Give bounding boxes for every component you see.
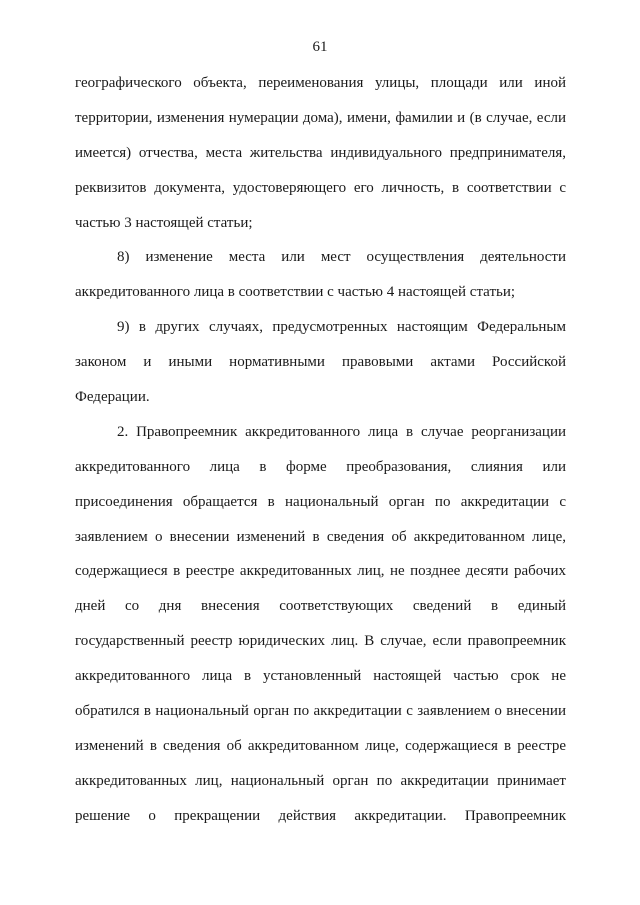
body-text — [75, 74, 566, 842]
text-line: аккредитованного лица в форме преобразования, слияния или — [75, 458, 566, 475]
page-number: 61 — [312, 39, 328, 55]
text-line: 8) изменение места или мест осуществления деятельности — [117, 249, 566, 266]
text-line: реквизитов документа, удостоверяющего его личность, в соответствии с — [75, 179, 566, 196]
text-line: географического объекта, переименования улицы, площади или иной — [75, 75, 566, 91]
text-line: изменений в сведения об аккредитованном лице, содержащиеся в реестре — [75, 737, 566, 754]
text-line: имеется) отчества, места жительства индивидуального предпринимателя, — [75, 144, 566, 161]
text-line: законом и иными нормативными правовыми актами Российской — [75, 354, 566, 371]
text-line: аккредитованного лица в установленный настоящей частью срок не — [75, 668, 566, 685]
text-line: частью 3 настоящей статьи; — [75, 214, 253, 231]
text-line: аккредитованного лица в соответствии с частью 4 настоящей статьи; — [75, 284, 516, 301]
text-line: заявлением о внесении изменений в сведения об аккредитованном лице, — [75, 528, 566, 545]
text-line: содержащиеся в реестре аккредитованных лиц, не позднее десяти рабочих — [75, 563, 566, 580]
text-line: решение о прекращении действия аккредитации. Правопреемник — [75, 807, 566, 824]
text-line: территории, изменения нумерации дома), имени, фамилии и (в случае, если — [75, 109, 566, 126]
text-line: Федерации. — [75, 389, 150, 406]
text-line: 9) в других случаях, предусмотренных настоящим Федеральным — [117, 319, 566, 336]
text-line: аккредитованных лиц, национальный орган по аккредитации принимает — [75, 772, 566, 789]
text-line: присоединения обращается в национальный орган по аккредитации с — [75, 493, 566, 510]
text-line: дней со дня внесения соответствующих сведений в единый — [75, 598, 566, 615]
text-line: обратился в национальный орган по аккредитации с заявлением о внесении — [75, 703, 566, 720]
text-line: государственный реестр юридических лиц. В случае, если правопреемник — [75, 633, 566, 650]
text-line: 2. Правопреемник аккредитованного лица в случае реорганизации — [117, 423, 566, 440]
